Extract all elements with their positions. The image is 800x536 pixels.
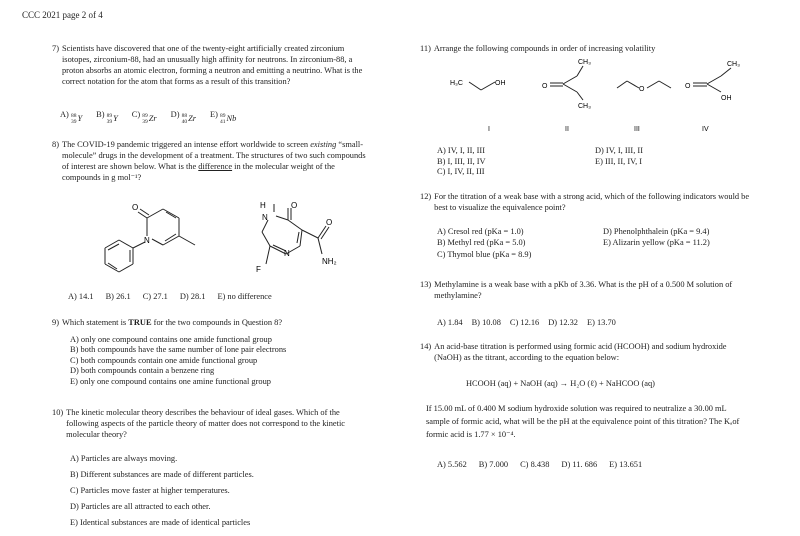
question-text: Which statement is: [61, 318, 127, 327]
nuclide-notation: [182, 114, 196, 125]
option-label: C): [131, 110, 143, 119]
element-symbol: Y: [113, 114, 118, 124]
option-a[interactable]: A) only one compound contains one amide functional group: [70, 334, 272, 344]
mass-number: 89: [106, 113, 113, 119]
option-e[interactable]: E) III, II, IV, I: [595, 156, 643, 166]
option-d[interactable]: D) 28.1: [179, 292, 206, 301]
label-o: O: [685, 83, 691, 90]
option-b[interactable]: B) 26.1: [105, 292, 131, 301]
numeral-iii: III: [634, 126, 640, 133]
question-text: for the two compounds in Question 8?: [153, 318, 283, 327]
option-b[interactable]: B) Methyl red (pKa = 5.0): [437, 238, 526, 248]
question-text: The kinetic molecular theory describes the behaviour of ideal gases. Which of the following aspects of the particle theory of matter does not correspond to the kinetic molecular theory?: [66, 408, 346, 439]
label-ch3: CH₃: [727, 61, 740, 68]
element-symbol: Nb: [226, 114, 237, 124]
nuclide-notation: [71, 114, 82, 125]
question-14-options: [437, 460, 642, 471]
option-e[interactable]: E) no difference: [217, 292, 272, 301]
option-a[interactable]: [60, 110, 82, 125]
equation: HCOOH (aq) + NaOH (aq) → H₂O (ℓ) + NaHCOO (aq): [466, 379, 655, 388]
numeral-iv: IV: [702, 126, 709, 133]
question-10: [52, 408, 364, 531]
option-c[interactable]: C) both compounds contain one amide functional group: [70, 355, 258, 365]
atom-nh2: NH₂: [322, 257, 337, 266]
option-c[interactable]: C) I, IV, II, III: [437, 167, 485, 176]
option-b[interactable]: B) Different substances are made of different particles.: [70, 469, 254, 479]
question-number: 11): [420, 44, 431, 53]
option-label: E): [210, 110, 220, 119]
pirfenidone-structure: [95, 198, 225, 282]
option-a[interactable]: A) 14.1: [68, 292, 94, 301]
option-d[interactable]: [171, 110, 196, 125]
question-12: [420, 192, 750, 214]
question-number: 14): [420, 342, 432, 351]
option-e[interactable]: E) 13.651: [609, 460, 643, 469]
element-symbol: Zr: [148, 114, 157, 124]
option-b[interactable]: B) I, III, II, IV: [437, 156, 486, 166]
label-ch3: CH₃: [578, 103, 591, 110]
atom-o: O: [326, 218, 333, 227]
mass-number: 89: [142, 113, 148, 119]
atomic-number: 39: [106, 118, 113, 125]
question-13: [420, 280, 750, 302]
label-o: O: [542, 83, 548, 90]
question-7-options: [60, 110, 380, 125]
q11-structures: [445, 56, 775, 134]
atom-f: F: [256, 265, 261, 274]
option-d[interactable]: D) IV, I, III, II: [595, 146, 643, 155]
label-h3c: H₃C: [450, 80, 463, 87]
option-a[interactable]: A) 5.562: [437, 460, 467, 469]
option-label: D): [170, 110, 182, 119]
nuclide-notation: [142, 114, 156, 125]
question-8: [52, 140, 372, 184]
option-a[interactable]: A) IV, I, II, III: [437, 146, 485, 155]
mass-number: 89: [220, 113, 226, 119]
atom-o: O: [132, 203, 139, 212]
option-b[interactable]: B) both compounds have the same number of lone pair electrons: [70, 345, 287, 355]
nuclide-notation: [220, 114, 236, 125]
question-text: The COVID-19 pandemic triggered an intense effort worldwide to screen: [61, 140, 309, 149]
atom-h: H: [260, 201, 266, 210]
option-d[interactable]: D) 12.32: [548, 318, 578, 327]
nuclide-notation: [107, 114, 118, 125]
question-7: [52, 44, 372, 88]
atom-o: O: [291, 201, 298, 210]
favipiravir-structure: [240, 198, 370, 282]
question-text-underlined: difference: [198, 161, 233, 171]
option-e[interactable]: E) Identical substances are made of identical particles: [70, 517, 251, 527]
option-e[interactable]: E) Alizarin yellow (pKa = 11.2): [603, 238, 710, 248]
atom-n: N: [144, 236, 150, 245]
option-b[interactable]: B) 7.000: [478, 460, 509, 469]
option-e[interactable]: E) 13.70: [587, 318, 616, 327]
question-text: For the titration of a weak base with a strong acid, which of the following indicators would be best to visualize the equivalence point?: [434, 192, 750, 212]
question-text-bold: TRUE: [128, 318, 152, 327]
question-text: “small-molecule” drugs in the development of a treatment. The structures of two such compounds of interest are shown below. What is the: [61, 140, 366, 171]
label-o: O: [639, 86, 645, 93]
question-number: 9): [52, 318, 59, 327]
question-number: 13): [420, 280, 432, 289]
page-header: CCC 2021 page 2 of 4: [22, 10, 103, 20]
question-text: Scientists have discovered that one of the twenty-eight artificially created zirconium isotopes, zirconium-88, had an unusually high affinity for neutrons. In zirconium-88, a proton absorbs an atomic electron, forming a neutron and emitting a neutrino. What is the correct notation for the atom that forms as a result of this transition?: [61, 44, 363, 86]
atomic-number: 39: [70, 118, 77, 125]
option-label: A): [60, 110, 71, 119]
question-9: [52, 318, 382, 387]
option-d[interactable]: D) Phenolphthalein (pKa = 9.4): [603, 227, 710, 236]
option-a[interactable]: A) Cresol red (pKa = 1.0): [437, 227, 524, 236]
option-c[interactable]: [132, 110, 157, 125]
question-number: 8): [52, 140, 59, 149]
mass-number: 88: [181, 113, 188, 119]
question-number: 12): [420, 192, 432, 201]
atomic-number: 40: [181, 118, 188, 125]
label-oh: OH: [721, 95, 732, 102]
option-c[interactable]: C) 27.1: [142, 292, 168, 301]
option-d[interactable]: D) Particles are all attracted to each other.: [70, 501, 211, 511]
question-text: Methylamine is a weak base with a pKb of 3.36. What is the pH of a 0.500 M solution of methylamine?: [434, 280, 733, 300]
option-c[interactable]: C) 8.438: [520, 460, 550, 469]
atomic-number: 41: [220, 118, 226, 125]
option-c[interactable]: C) Thymol blue (pKa = 8.9): [437, 249, 532, 259]
element-symbol: Y: [77, 114, 83, 124]
option-label: B): [96, 110, 107, 119]
atom-n: N: [262, 213, 268, 222]
option-a[interactable]: A) Particles are always moving.: [70, 453, 178, 463]
question-8-options: [68, 292, 272, 303]
label-ch3: CH₃: [578, 59, 591, 66]
atomic-number: 39: [142, 118, 148, 125]
question-11-options: [437, 146, 737, 178]
option-c[interactable]: C) Particles move faster at higher temperatures.: [70, 485, 230, 495]
numeral-i: I: [488, 126, 490, 133]
question-11: [420, 44, 750, 55]
question-text: in the molecular weight of the compounds in g mol⁻¹?: [61, 161, 335, 182]
option-b[interactable]: [96, 110, 118, 125]
question-14-paragraph: If 15.00 mL of 0.400 M sodium hydroxide solution was required to neutralize a 30.00 mL sample of formic acid, what will be the pH at the equivalence point of this titration? The Kₐof formic acid is 1.77 × 10⁻⁴.: [426, 404, 740, 440]
label-oh: OH: [495, 80, 506, 87]
numeral-ii: II: [565, 126, 569, 133]
question-text-italic: existing: [310, 140, 337, 149]
option-c[interactable]: C) 12.16: [509, 318, 540, 327]
question-14: [420, 342, 750, 364]
option-d[interactable]: D) both compounds contain a benzene ring: [70, 366, 215, 376]
mass-number: 88: [70, 113, 77, 119]
question-number: 10): [52, 408, 64, 417]
question-text: Arrange the following compounds in order of increasing volatility: [433, 44, 656, 53]
option-b[interactable]: B) 10.08: [471, 318, 501, 327]
option-e[interactable]: [210, 110, 236, 125]
question-number: 7): [52, 44, 59, 53]
element-symbol: Zr: [188, 114, 196, 124]
atom-n: N: [284, 249, 290, 258]
option-a[interactable]: A) 1.84: [437, 318, 463, 327]
question-12-options: [437, 226, 757, 260]
question-13-options: [437, 318, 616, 329]
option-e[interactable]: E) only one compound contains one amine functional group: [70, 376, 271, 386]
question-text: An acid-base titration is performed using formic acid (HCOOH) and sodium hydroxide (NaOH) as the titrant, according to the equation below:: [434, 342, 727, 362]
option-d[interactable]: D) 11. 686: [561, 460, 598, 469]
